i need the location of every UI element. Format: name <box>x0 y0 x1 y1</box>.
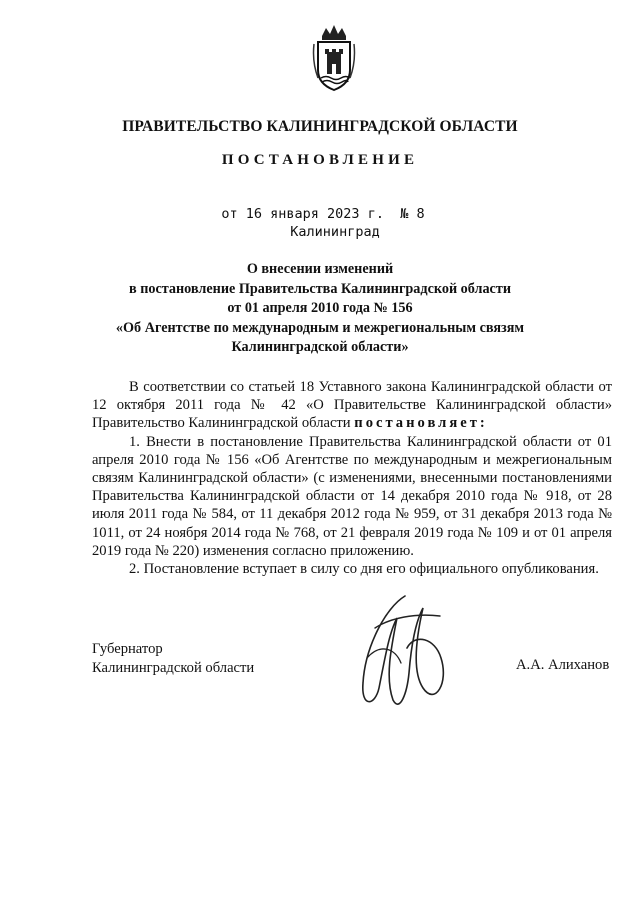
item-2-paragraph: 2. Постановление вступает в силу со дня его официального опубликования. <box>129 561 599 578</box>
subject-line: О внесении изменений <box>246 261 394 277</box>
date-number-line: от 16 января 2023 г. № 8 <box>221 206 425 222</box>
item-1-paragraph: 1. Внести в постановление Правительства Калининградской области от 01 апреля 2010 года № 156 «Об Агентстве по международным и межрегиональным связям Калининградской области» (с изменениями, внесенными постановлениями Правительства Калининградской области от 14 декабря 2010 года № 918, от 28 июля 2011 года № 584, от 11 декабря 2012 года № 959, от 31 декабря 2013 года № 1011, от 24 ноября 2014 года № 768, от 21 февраля 2019 года № 109 и от 01 апреля 2019 года № 220) изменения согласно приложению. <box>92 433 612 559</box>
government-name: ПРАВИТЕЛЬСТВО КАЛИНИНГРАДСКОЙ ОБЛАСТИ <box>122 118 518 135</box>
document-subject <box>0 260 640 358</box>
signatory-title <box>92 640 254 678</box>
document-type: ПОСТАНОВЛЕНИЕ <box>221 152 419 168</box>
signatory-title-line: Губернатор <box>92 641 163 657</box>
subject-line: от 01 апреля 2010 года № 156 <box>227 300 413 316</box>
preamble-paragraph <box>92 378 612 433</box>
preamble-text: В соответствии со статьей 18 Уставного закона Калининградской области от 12 октября 2011 года № 42 «О Правительстве Калининградской области» Правительство Калининградской области <box>92 379 612 432</box>
subject-line: в постановление Правительства Калининградской области <box>128 280 511 297</box>
resolves-word: постановляет: <box>354 415 488 432</box>
signature-icon <box>345 588 455 718</box>
subject-line: Калининградской области» <box>231 339 409 355</box>
document-body <box>92 378 612 578</box>
signatory-name: А.А. Алиханов <box>516 657 610 673</box>
subject-line: «Об Агентстве по международным и межрегиональным связям <box>115 319 525 336</box>
place-line: Калининград <box>290 224 380 240</box>
signatory-title-line: Калининградской области <box>92 660 255 676</box>
kaliningrad-coat-of-arms-icon <box>312 22 356 94</box>
